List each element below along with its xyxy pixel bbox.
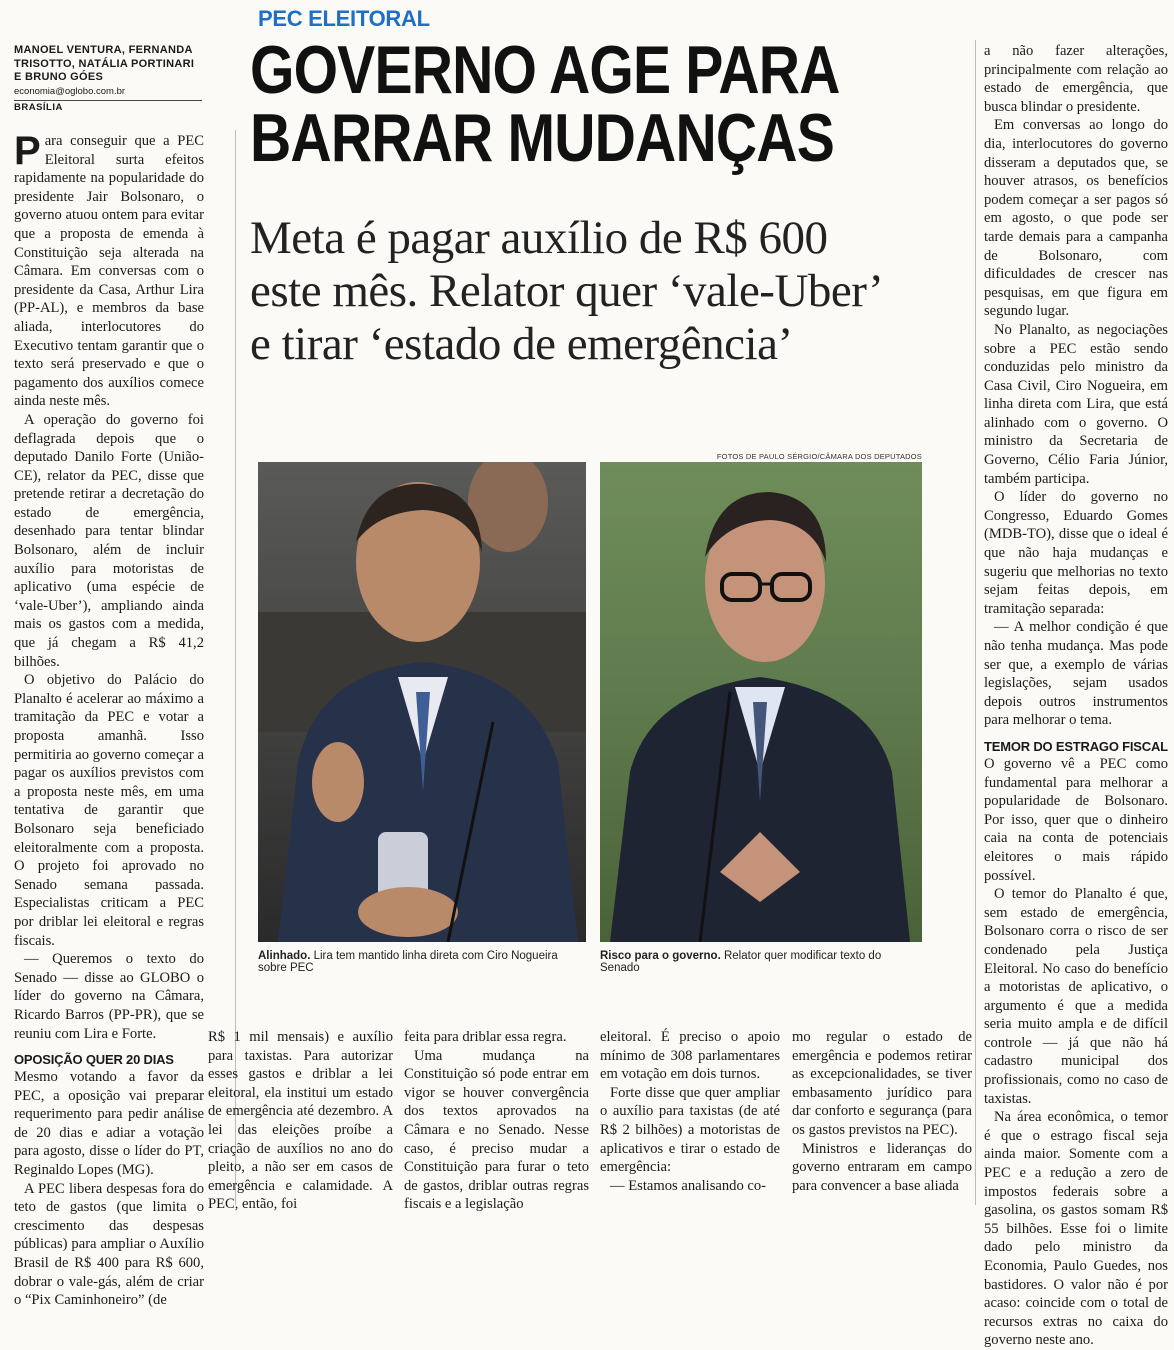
photo-credit: FOTOS DE PAULO SÉRGIO/CÂMARA DOS DEPUTADOS [716,452,922,461]
byline-city: BRASÍLIA [14,102,63,113]
subhead-line: Meta é pagar auxílio de R$ 600 [250,212,828,264]
article-column-5 [792,1028,972,1195]
subhead [250,212,950,371]
article-column-1 [14,129,204,1310]
byline [14,44,204,115]
article-column-4 [600,1028,780,1195]
headline [250,32,840,176]
paragraph: Mesmo votando a favor da PEC, a oposição vai preparar requerimento para pedir análise de 20 dias e adiar a votação para agosto, disse o líder do PT, Reginaldo Lopes (MG). [14,1069,204,1179]
column-divider [975,40,976,1205]
paragraph: A operação do governo foi deflagrada depois que o deputado Danilo Forte (União-CE), relator da PEC, disse que pretende retirar a decretação do estado de emergência, desenhado para tentar blindar Bolsonaro, além de incluir auxílio para motoristas de aplicativo (uma espécie de ‘vale-Uber’), ampliando ainda mais os gastos com a medida, que já chegam a R$ 41,2 bilhões. [14,411,204,670]
subhead-line: e tirar ‘estado de emergência’ [250,318,793,370]
subheading: OPOSIÇÃO QUER 20 DIAS [14,1052,174,1068]
caption-forte [600,950,922,974]
paragraph: — Estamos analisando co- [610,1177,767,1194]
photo-lira-illustration [258,462,586,942]
paragraph: Ministros e lideranças do governo entraram em campo para convencer a base aliada [792,1140,972,1194]
paragraph: Para conseguir que a PEC Eleitoral surta efeitos rapidamente na popularidade do presidente Jair Bolsonaro, o governo atuou ontem para evitar que a proposta de emenda à Constituição seja alterada na Câmara. Em conversas com o presidente da Casa, Arthur Lira (PP-AL), e membros da base aliada, interlocutores do Executivo tentam garantir que o texto será preservado e que o pagamento dos auxílios comece ainda neste mês. [14,129,204,410]
paragraph: Forte disse que quer ampliar o auxílio para taxistas (de até R$ 2 bilhões) a motoristas de aplicativos e tirar o estado de emergência: [600,1084,780,1176]
photo-forte-illustration [600,462,922,942]
subhead-line: este mês. Relator quer ‘vale-Uber’ [250,265,884,317]
section-tag: PEC ELEITORAL [258,6,430,31]
paragraph: feita para driblar essa regra. [404,1029,567,1045]
byline-author: MANOEL VENTURA, FERNANDA [14,44,193,56]
paragraph: R$ 1 mil mensais) e auxílio para taxistas. Para autorizar esses gastos e driblar a lei eleitoral, ela institui um estado de emergência até dezembro. A lei das eleições proíbe a criação de auxílios no ano do pleito, a não ser em casos de emergência e calamidade. A PEC, então, foi [208,1029,393,1213]
caption-text: Relator quer modificar texto do Senado [600,950,882,974]
headline-line: GOVERNO AGE PARA [250,32,840,108]
paragraph: eleitoral. É preciso o apoio mínimo de 308 parlamentares em votação em dois turnos. [600,1029,780,1083]
paragraph: O líder do governo no Congresso, Eduardo Gomes (MDB-TO), disse que o ideal é que não haja mudanças e sugeriu que melhorias no texto sejam feitas depois, em tramitação separada: [984,489,1168,617]
article-column-3 [404,1028,589,1214]
dropcap: P [14,129,41,173]
paragraph: O objetivo do Palácio do Planalto é acelerar ao máximo a tramitação da PEC e votar a proposta amanhã. Isso permitiria ao governo começar a pagar os auxílios previstos com a proposta neste mês, em uma tentativa de garantir que Bolsonaro seja beneficiado eleitoralmente com a proposta. O projeto foi aprovado no Senado semana passada. Especialistas criticam a PEC por driblar lei eleitoral e regras fiscais. [14,672,204,949]
paragraph: O governo vê a PEC como fundamental para melhorar a popularidade de Bolsonaro. Por isso, quer que o dinheiro caia na conta de potenciais eleitores o mais rápido possível. [984,755,1168,884]
paragraph: Uma mudança na Constituição só pode entrar em vigor se houver convergência dos textos aprovados na Câmara e no Senado. Nesse caso, é preciso mudar a Constituição para furar o teto de gastos, driblar outras regras fiscais e a legislação [404,1047,589,1213]
caption-text: Lira tem mantido linha direta com Ciro Nogueira sobre PEC [258,950,558,974]
caption-lead: Alinhado. [258,950,311,962]
article-column-6 [984,42,1168,1350]
byline-email[interactable]: economia@oglobo.com.br [14,85,126,97]
paragraph: — Queremos o texto do Senado — disse ao GLOBO o líder do governo na Câmara, Ricardo Barros (PP-PR), que se reuniu com Lira e Forte. [14,951,204,1042]
photo-lira [258,462,586,942]
paragraph: a não fazer alterações, principalmente com relação ao estado de emergência, que busca blindar o presidente. [984,43,1168,115]
paragraph: mo regular o estado de emergência e podemos retirar as excepcionalidades, se tiver embasamento jurídico para dar conforto e segurança (para os gastos previstos na PEC). [792,1029,972,1138]
photo-danilo-forte [600,462,922,942]
paragraph: No Planalto, as negociações sobre a PEC estão sendo conduzidas pelo ministro da Casa Civil, Ciro Nogueira, em linha direta com Lira, que está alinhado com o governo. O ministro da Secretaria de Governo, Célio Faria Júnior, também participa. [984,321,1168,487]
paragraph: A PEC libera despesas fora do teto de gastos (que limita o crescimento das despesas públicas) para ampliar o Auxílio Brasil de R$ 400 para R$ 600, dobrar o vale-gás, além de criar o “Pix Caminhoneiro” (de [14,1180,204,1309]
headline-line: BARRAR MUDANÇAS [250,100,834,176]
paragraph: O temor do Planalto é que, sem estado de emergência, Bolsonaro corra o risco de ser condenado pela Justiça Eleitoral. No caso do benefício a motoristas de aplicativo, o argumento é que a medida seria muito ampla e de difícil controle — já que não há cadastro municipal dos profissionais, como no caso de taxistas. [984,886,1168,1107]
caption-lead: Risco para o governo. [600,950,721,962]
paragraph: — A melhor condição é que não tenha mudança. Mas pode ser que, a exemplo de várias legislações, sejam usados depois outros instrumentos para melhorar o tema. [984,619,1168,729]
article-column-2 [208,1028,393,1214]
paragraph: Na área econômica, o temor é que o estrago fiscal seja ainda maior. Somente com a PEC e a redução a zero de impostos federais sobre a gasolina, os gastos somam R$ 55 bilhões. Esse foi o limite dado pelo ministro da Economia, Paulo Guedes, nos bastidores. O valor não é por acaso: coincide com o total de recursos extras no caixa do governo neste ano. [984,1109,1168,1349]
subheading: TEMOR DO ESTRAGO FISCAL [984,738,1168,754]
byline-author: E BRUNO GÓES [14,71,104,83]
byline-author: TRISOTTO, NATÁLIA PORTINARI [14,57,195,70]
caption-lira [258,950,586,974]
paragraph: Em conversas ao longo do dia, interlocutores do governo disseram a deputados que, se houver atrasos, os benefícios podem começar a ser pagos só em agosto, o que pode ser tarde demais para a campanha de Bolsonaro, com dificuldades de crescer nas pesquisas, em que figura em segundo lugar. [984,117,1168,320]
